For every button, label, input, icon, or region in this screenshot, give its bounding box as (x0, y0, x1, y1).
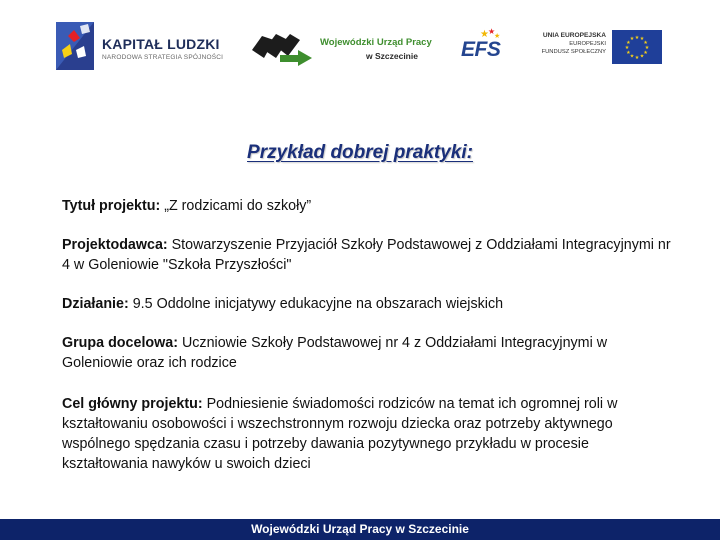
eu-star-icon: ★ (626, 49, 631, 56)
eu-star-icon: ★ (643, 39, 648, 46)
logo-bar (0, 0, 720, 96)
eu-line1: UNIA EUROPEJSKA (542, 32, 606, 39)
page-heading: Przykład dobrej praktyki: (247, 142, 473, 163)
eu-star-icon: ★ (634, 54, 640, 61)
main-goal-value: Podniesienie świadomości rodziców na temat ich ogromnej roli w kształtowaniu osobowości i wszechstronnym rozwoju dziecka oraz potrzeby aktywnego wspólnego spędzania czasu i potrzeby dawania pozytywnego przykładu w procesie kształtowania nawyków u swoich dzieci (62, 396, 618, 472)
applicant-section (62, 235, 672, 275)
main-goal-label: Cel główny projektu: (62, 396, 203, 412)
target-group-value: Uczniowie Szkoły Podstawowej nr 4 z Oddziałami Integracyjnymi w Goleniowie oraz ich rodzice (62, 335, 608, 371)
kapital-ludzki-subtitle: NARODOWA STRATEGIA SPÓJNOŚCI (102, 54, 224, 61)
measure-value: 9.5 Oddolne inicjatywy edukacyjne na obszarach wiejskich (128, 296, 504, 312)
project-title-section (62, 196, 672, 216)
svg-text:★: ★ (488, 27, 496, 36)
project-details (62, 196, 672, 493)
project-title-value: „Z rodzicami do szkoły” (160, 198, 312, 214)
measure-label: Działanie: (62, 296, 129, 312)
efs-text: EFS (461, 38, 501, 61)
applicant-label: Projektodawca: (62, 237, 168, 253)
wup-logo (252, 28, 442, 74)
project-title-label: Tytuł projektu: (62, 198, 161, 214)
eu-star-icon: ★ (626, 39, 631, 46)
target-group-label: Grupa docelowa: (62, 335, 178, 351)
kapital-ludzki-logo (54, 20, 234, 72)
eu-star-icon: ★ (644, 44, 650, 51)
footer-bar: Wojewódzki Urząd Pracy w Szczecinie (0, 519, 720, 540)
main-goal-section (62, 394, 672, 474)
eu-star-icon: ★ (629, 53, 635, 60)
kapital-ludzki-title: KAPITAŁ LUDZKI (102, 36, 220, 52)
wup-emblem-icon (252, 28, 316, 74)
eu-star-icon: ★ (624, 44, 630, 51)
measure-section (62, 294, 672, 314)
eu-star-icon: ★ (639, 53, 645, 60)
eu-star-icon: ★ (639, 36, 645, 43)
efs-logo (460, 26, 512, 66)
applicant-value: Stowarzyszenie Przyjaciół Szkoły Podstawowej z Oddziałami Integracyjnymi nr 4 w Goleniowie "Szkoła Przyszłości" (62, 237, 671, 273)
eu-star-icon: ★ (634, 34, 640, 41)
eu-text-block (542, 31, 606, 56)
eu-line3: FUNDUSZ SPOŁECZNY (541, 49, 606, 55)
eu-star-icon: ★ (629, 36, 635, 43)
svg-text:★: ★ (494, 32, 501, 40)
eu-logo (536, 30, 664, 66)
wup-line1: Wojewódzki Urząd Pracy (320, 37, 432, 48)
kapital-ludzki-emblem-icon (54, 20, 98, 72)
svg-text:★: ★ (480, 29, 489, 40)
wup-line2: w Szczecinie (366, 51, 418, 61)
eu-line2: EUROPEJSKI (569, 41, 606, 47)
eu-flag-icon (612, 30, 662, 64)
eu-star-icon: ★ (643, 49, 648, 56)
target-group-section (62, 333, 672, 373)
